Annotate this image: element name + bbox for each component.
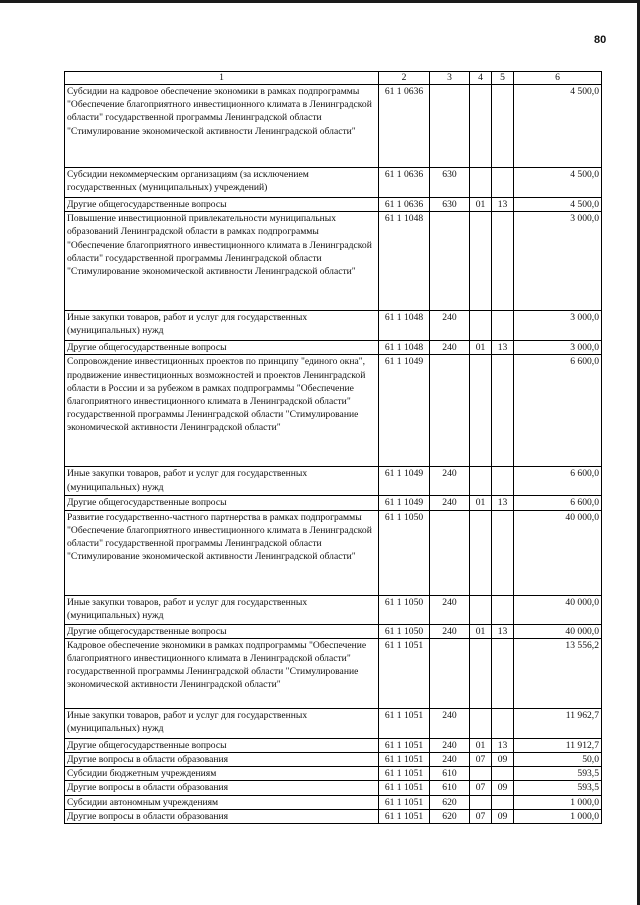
table-row [65, 753, 602, 767]
row-name-cell: Иные закупки товаров, работ и услуг для государственных (муниципальных) нужд [65, 595, 379, 624]
subsection-cell: 09 [492, 753, 514, 767]
row-name-cell: Субсидии бюджетным учреждениям [65, 767, 379, 781]
section-cell: 01 [470, 341, 492, 355]
expense-type-cell: 610 [430, 781, 470, 795]
amount-cell: 1 000,0 [514, 809, 602, 823]
section-cell [470, 355, 492, 467]
section-cell: 01 [470, 624, 492, 638]
target-code-cell: 61 1 1049 [379, 496, 430, 510]
amount-cell: 1 000,0 [514, 795, 602, 809]
amount-cell: 40 000,0 [514, 624, 602, 638]
row-name-cell: Другие общегосударственные вопросы [65, 624, 379, 638]
subsection-cell [492, 212, 514, 311]
row-name-cell: Другие общегосударственные вопросы [65, 738, 379, 752]
section-cell: 01 [470, 198, 492, 212]
subsection-cell [492, 767, 514, 781]
subsection-cell [492, 795, 514, 809]
section-cell [470, 168, 492, 198]
amount-cell: 6 600,0 [514, 496, 602, 510]
section-cell [470, 767, 492, 781]
expense-type-cell: 240 [430, 738, 470, 752]
table-row [65, 738, 602, 752]
subsection-cell [492, 467, 514, 496]
row-name-cell: Иные закупки товаров, работ и услуг для государственных (муниципальных) нужд [65, 311, 379, 341]
subsection-cell: 13 [492, 738, 514, 752]
expense-type-cell [430, 212, 470, 311]
expense-type-cell [430, 510, 470, 595]
column-header: 6 [514, 72, 602, 85]
target-code-cell: 61 1 1050 [379, 510, 430, 595]
amount-cell: 6 600,0 [514, 355, 602, 467]
target-code-cell: 61 1 0636 [379, 85, 430, 168]
section-cell [470, 795, 492, 809]
table-row [65, 624, 602, 638]
target-code-cell: 61 1 1048 [379, 311, 430, 341]
row-name-cell: Другие общегосударственные вопросы [65, 341, 379, 355]
expense-type-cell: 620 [430, 809, 470, 823]
target-code-cell: 61 1 1049 [379, 355, 430, 467]
target-code-cell: 61 1 1051 [379, 781, 430, 795]
table-row [65, 595, 602, 624]
subsection-cell: 13 [492, 624, 514, 638]
target-code-cell: 61 1 0636 [379, 198, 430, 212]
section-cell [470, 638, 492, 708]
amount-cell: 6 600,0 [514, 467, 602, 496]
expense-type-cell: 240 [430, 341, 470, 355]
target-code-cell: 61 1 0636 [379, 168, 430, 198]
table-row [65, 767, 602, 781]
table-row [65, 638, 602, 708]
subsection-cell: 13 [492, 496, 514, 510]
section-cell: 07 [470, 781, 492, 795]
amount-cell: 11 962,7 [514, 708, 602, 738]
expense-type-cell [430, 638, 470, 708]
expense-type-cell: 620 [430, 795, 470, 809]
section-cell: 01 [470, 496, 492, 510]
target-code-cell: 61 1 1048 [379, 212, 430, 311]
row-name-cell: Повышение инвестиционной привлекательности муниципальных образований Ленинградской области в рамках подпрограммы "Обеспечение благоприятного инвестиционного климата в Ленинградской области" государственной программы Ленинградской области "Стимулирование экономической активности Ленинградской области" [65, 212, 379, 311]
amount-cell: 593,5 [514, 781, 602, 795]
row-name-cell: Другие общегосударственные вопросы [65, 198, 379, 212]
amount-cell: 50,0 [514, 753, 602, 767]
expense-type-cell [430, 85, 470, 168]
row-name-cell: Другие вопросы в области образования [65, 781, 379, 795]
row-name-cell: Иные закупки товаров, работ и услуг для государственных (муниципальных) нужд [65, 467, 379, 496]
amount-cell: 11 912,7 [514, 738, 602, 752]
section-cell [470, 85, 492, 168]
target-code-cell: 61 1 1051 [379, 767, 430, 781]
table-row [65, 341, 602, 355]
row-name-cell: Кадровое обеспечение экономики в рамках подпрограммы "Обеспечение благоприятного инвестиционного климата в Ленинградской области" государственной программы Ленинградской области "Стимулирование экономической активности Ленинградской области" [65, 638, 379, 708]
amount-cell: 4 500,0 [514, 198, 602, 212]
row-name-cell: Субсидии некоммерческим организациям (за исключением государственных (муниципальных) учреждений) [65, 168, 379, 198]
table-row [65, 708, 602, 738]
expense-type-cell: 610 [430, 767, 470, 781]
row-name-cell: Развитие государственно-частного партнерства в рамках подпрограммы "Обеспечение благоприятного инвестиционного климата в Ленинградской области" государственной программы Ленинградской области "Стимулирование экономической активности Ленинградской области" [65, 510, 379, 595]
amount-cell: 40 000,0 [514, 595, 602, 624]
target-code-cell: 61 1 1050 [379, 595, 430, 624]
row-name-cell: Сопровождение инвестиционных проектов по принципу "единого окна", продвижение инвестиционных возможностей и проектов Ленинградской области в России и за рубежом в рамках подпрограммы "Обеспечение благоприятного инвестиционного климата в Ленинградской области" государственной программы Ленинградской области "Стимулирование экономической активности Ленинградской области" [65, 355, 379, 467]
table-row [65, 85, 602, 168]
table-row [65, 510, 602, 595]
subsection-cell [492, 595, 514, 624]
section-cell: 01 [470, 738, 492, 752]
target-code-cell: 61 1 1051 [379, 753, 430, 767]
table-row [65, 311, 602, 341]
table-header-row [65, 72, 602, 85]
subsection-cell: 09 [492, 809, 514, 823]
amount-cell: 4 500,0 [514, 85, 602, 168]
subsection-cell [492, 168, 514, 198]
expense-type-cell: 240 [430, 753, 470, 767]
table-row [65, 809, 602, 823]
amount-cell: 4 500,0 [514, 168, 602, 198]
amount-cell: 13 556,2 [514, 638, 602, 708]
subsection-cell: 13 [492, 198, 514, 212]
column-header: 2 [379, 72, 430, 85]
section-cell: 07 [470, 809, 492, 823]
row-name-cell: Другие вопросы в области образования [65, 753, 379, 767]
target-code-cell: 61 1 1051 [379, 795, 430, 809]
row-name-cell: Субсидии автономным учреждениям [65, 795, 379, 809]
target-code-cell: 61 1 1051 [379, 638, 430, 708]
section-cell [470, 510, 492, 595]
subsection-cell: 13 [492, 341, 514, 355]
target-code-cell: 61 1 1050 [379, 624, 430, 638]
expense-type-cell: 630 [430, 198, 470, 212]
scan-edge-top [0, 0, 640, 3]
amount-cell: 3 000,0 [514, 212, 602, 311]
expense-type-cell: 240 [430, 595, 470, 624]
section-cell [470, 311, 492, 341]
subsection-cell: 09 [492, 781, 514, 795]
table-row [65, 795, 602, 809]
section-cell [470, 595, 492, 624]
column-header: 4 [470, 72, 492, 85]
amount-cell: 593,5 [514, 767, 602, 781]
page-number: 80 [594, 34, 607, 46]
row-name-cell: Субсидии на кадровое обеспечение экономики в рамках подпрограммы "Обеспечение благоприятного инвестиционного климата в Ленинградской области" государственной программы Ленинградской области "Стимулирование экономической активности Ленинградской области" [65, 85, 379, 168]
section-cell [470, 467, 492, 496]
target-code-cell: 61 1 1051 [379, 809, 430, 823]
column-header: 5 [492, 72, 514, 85]
expense-type-cell: 240 [430, 467, 470, 496]
expense-type-cell [430, 355, 470, 467]
table-row [65, 781, 602, 795]
table-row [65, 467, 602, 496]
expense-type-cell: 240 [430, 311, 470, 341]
subsection-cell [492, 708, 514, 738]
subsection-cell [492, 638, 514, 708]
amount-cell: 3 000,0 [514, 311, 602, 341]
target-code-cell: 61 1 1051 [379, 738, 430, 752]
subsection-cell [492, 311, 514, 341]
subsection-cell [492, 85, 514, 168]
subsection-cell [492, 355, 514, 467]
table-row [65, 496, 602, 510]
target-code-cell: 61 1 1051 [379, 708, 430, 738]
row-name-cell: Другие вопросы в области образования [65, 809, 379, 823]
target-code-cell: 61 1 1048 [379, 341, 430, 355]
budget-table [64, 71, 602, 824]
target-code-cell: 61 1 1049 [379, 467, 430, 496]
table-row [65, 355, 602, 467]
amount-cell: 40 000,0 [514, 510, 602, 595]
table-row [65, 168, 602, 198]
row-name-cell: Другие общегосударственные вопросы [65, 496, 379, 510]
table-row [65, 198, 602, 212]
expense-type-cell: 240 [430, 496, 470, 510]
column-header: 1 [65, 72, 379, 85]
expense-type-cell: 240 [430, 708, 470, 738]
table-row [65, 212, 602, 311]
row-name-cell: Иные закупки товаров, работ и услуг для государственных (муниципальных) нужд [65, 708, 379, 738]
section-cell [470, 212, 492, 311]
section-cell [470, 708, 492, 738]
amount-cell: 3 000,0 [514, 341, 602, 355]
expense-type-cell: 240 [430, 624, 470, 638]
subsection-cell [492, 510, 514, 595]
expense-type-cell: 630 [430, 168, 470, 198]
column-header: 3 [430, 72, 470, 85]
section-cell: 07 [470, 753, 492, 767]
